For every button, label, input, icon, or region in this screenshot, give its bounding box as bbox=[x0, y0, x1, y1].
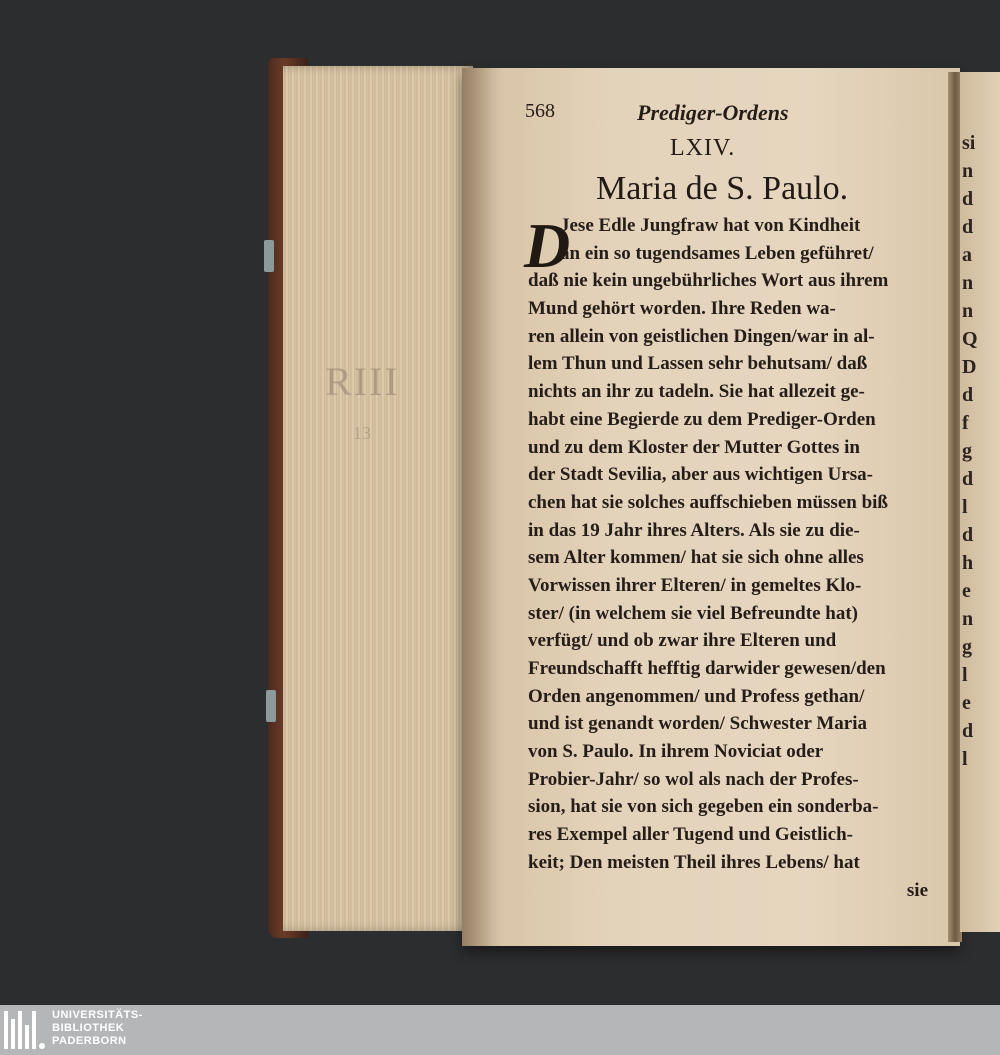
edge-stamp-number: 13 bbox=[353, 423, 371, 443]
facing-page-fragment: n bbox=[962, 160, 974, 182]
text-line: der Stadt Sevilia, aber aus wichtigen Ursa- bbox=[528, 464, 873, 486]
facing-page-fragment: a bbox=[962, 244, 972, 266]
facing-page-fragment: g bbox=[962, 440, 972, 462]
text-line: Vorwissen ihrer Elteren/ in gemeltes Klo- bbox=[528, 574, 862, 596]
text-line: an ein so tugendsames Leben geführet/ bbox=[560, 242, 874, 264]
catchword: sie bbox=[906, 879, 928, 901]
chapter-title: Maria de S. Paulo. bbox=[596, 170, 849, 207]
facing-page-fragment: d bbox=[962, 384, 974, 406]
library-footer-bar bbox=[0, 1005, 1000, 1055]
logo-line-3: PADERBORN bbox=[52, 1035, 127, 1047]
facing-page-fragment: si bbox=[962, 132, 976, 154]
book-clasp-lower bbox=[266, 690, 276, 722]
facing-page-fragment: d bbox=[962, 216, 974, 238]
facing-page-fragment: l bbox=[962, 664, 968, 686]
text-line: res Exempel aller Tugend und Geistlich- bbox=[528, 824, 853, 846]
facing-page-fragment: n bbox=[962, 272, 974, 294]
logo-line-1: UNIVERSITÄTS- bbox=[52, 1009, 143, 1021]
facing-page-fragment: l bbox=[962, 496, 968, 518]
text-line: Probier-Jahr/ so wol als nach der Profes- bbox=[528, 768, 859, 790]
text-line: nichts an ihr zu tadeln. Sie hat allezeit ge- bbox=[528, 381, 865, 403]
text-line: Mund gehört worden. Ihre Reden wa- bbox=[528, 298, 836, 320]
text-line: Freundschafft hefftig darwider gewesen/den bbox=[528, 658, 886, 679]
facing-page-fragment: D bbox=[962, 356, 977, 378]
facing-page-fragment: e bbox=[962, 692, 971, 714]
facing-page-fragment: d bbox=[962, 188, 974, 210]
facing-page-fragment: e bbox=[962, 580, 971, 602]
page-body-text bbox=[528, 212, 928, 904]
facing-page-fragment: h bbox=[962, 552, 974, 574]
facing-page bbox=[960, 72, 1000, 932]
facing-page-fragment: f bbox=[962, 412, 969, 434]
running-head: Prediger-Ordens bbox=[637, 100, 789, 125]
edge-stamp: RIII bbox=[325, 359, 400, 404]
book-clasp-upper bbox=[264, 240, 274, 272]
text-line: Jese Edle Jungfraw hat von Kindheit bbox=[560, 215, 861, 236]
text-line: in das 19 Jahr ihres Alters. Als sie zu die- bbox=[528, 519, 860, 541]
text-line: sion, hat sie von sich gegeben ein sonderba- bbox=[528, 796, 879, 818]
page-shadow bbox=[462, 68, 502, 946]
text-line: habt eine Begierde zu dem Prediger-Orden bbox=[528, 408, 876, 430]
text-line: verfügt/ und ob zwar ihre Elteren und bbox=[528, 630, 837, 652]
page-number: 568 bbox=[525, 100, 555, 122]
text-line: ster/ (in welchem sie viel Befreundte hat) bbox=[528, 602, 858, 624]
text-line: keit; Den meisten Theil ihres Lebens/ hat bbox=[528, 851, 860, 873]
chapter-number: LXIV. bbox=[670, 135, 736, 161]
text-line: ren allein von geistlichen Dingen/war in al- bbox=[528, 325, 875, 347]
facing-page-fragment: d bbox=[962, 524, 974, 546]
facing-page-fragment: Q bbox=[962, 328, 978, 350]
page-header bbox=[525, 100, 925, 130]
text-line: und zu dem Kloster der Mutter Gottes in bbox=[528, 436, 860, 458]
facing-page-fragment: g bbox=[962, 636, 972, 658]
page-block-edge bbox=[283, 66, 473, 931]
facing-page-fragment: d bbox=[962, 468, 974, 490]
text-line: von S. Paulo. In ihrem Noviciat oder bbox=[528, 741, 824, 763]
facing-page-fragment: d bbox=[962, 720, 974, 742]
logo-line-2: BIBLIOTHEK bbox=[52, 1022, 125, 1034]
text-line: Orden angenommen/ und Profess gethan/ bbox=[528, 685, 865, 707]
drop-initial: D bbox=[524, 210, 571, 281]
facing-page-fragment: n bbox=[962, 300, 974, 322]
library-logo-icon bbox=[4, 1011, 44, 1049]
text-line: sem Alter kommen/ hat sie sich ohne alles bbox=[528, 547, 864, 569]
text-line: lem Thun und Lassen sehr behutsam/ daß bbox=[528, 353, 868, 375]
library-logo-text bbox=[52, 1009, 143, 1048]
text-line: chen hat sie solches auffschieben müssen biß bbox=[528, 491, 888, 513]
text-line: daß nie kein ungebührliches Wort aus ihrem bbox=[528, 270, 889, 292]
facing-page-fragment: n bbox=[962, 608, 974, 630]
text-line: und ist genandt worden/ Schwester Maria bbox=[528, 713, 868, 735]
facing-page-fragment: l bbox=[962, 748, 968, 770]
